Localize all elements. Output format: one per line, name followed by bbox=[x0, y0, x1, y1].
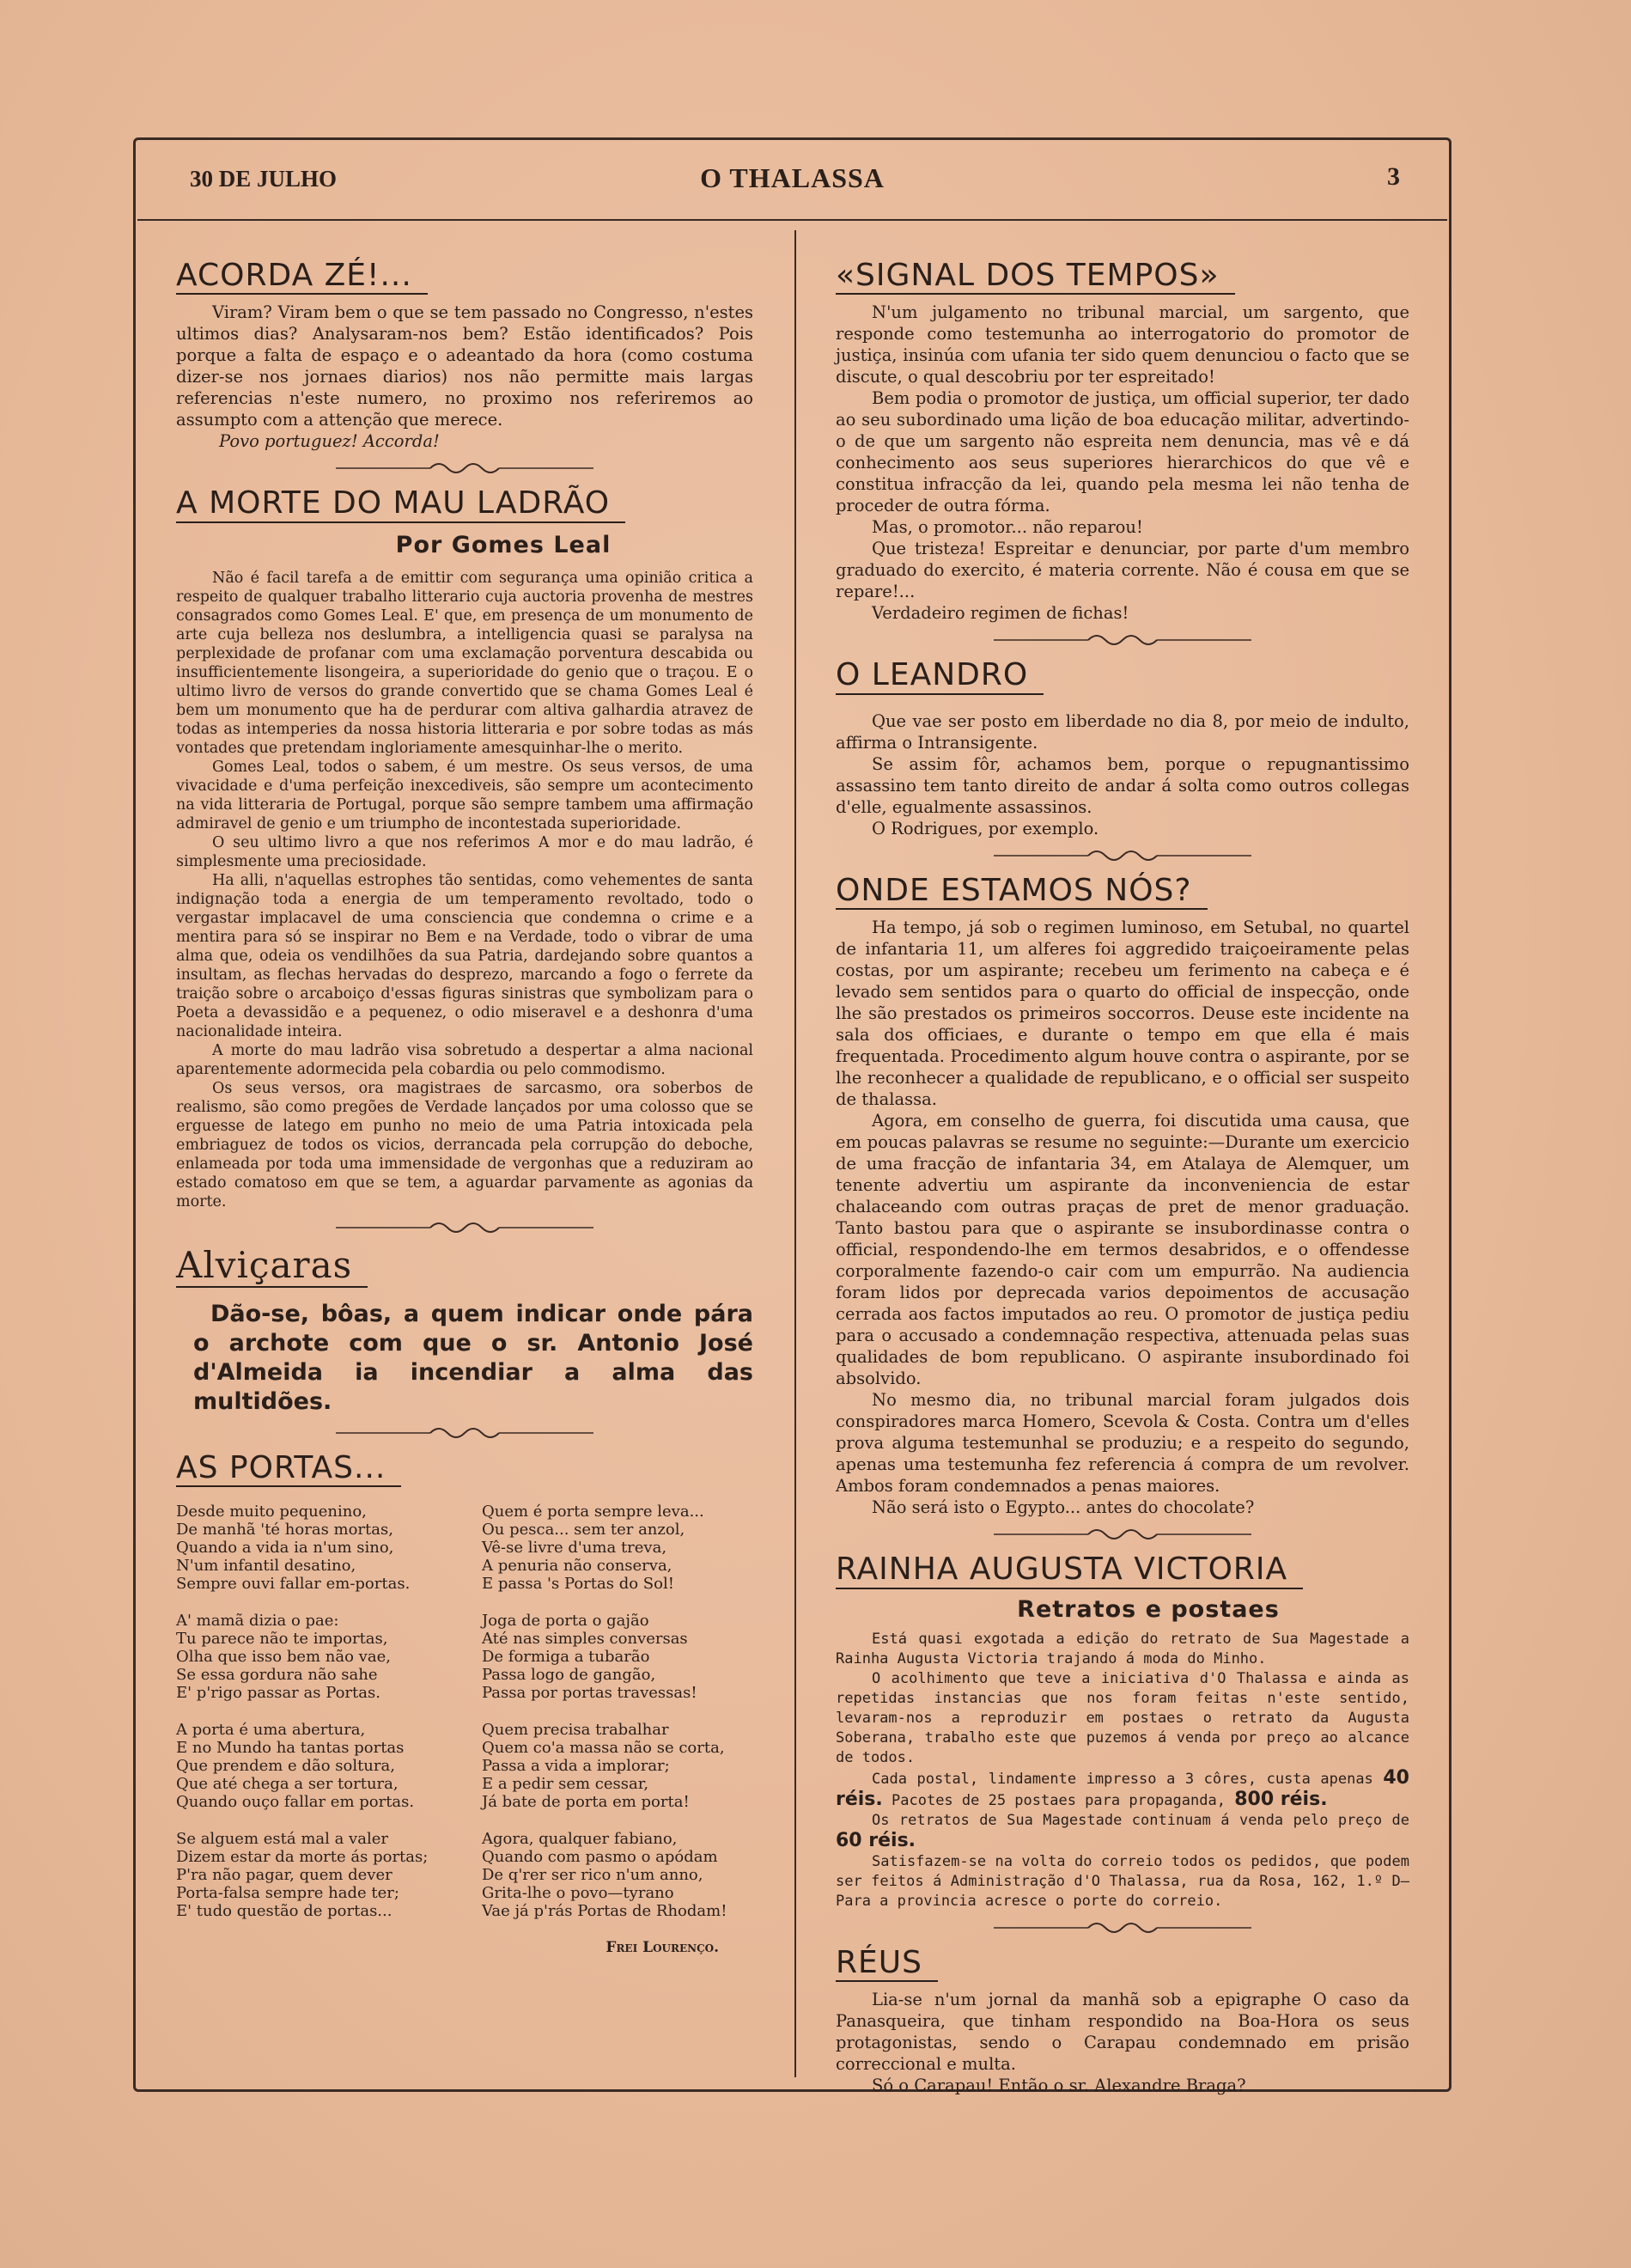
paragraph: Bem podia o promotor de justiça, um official superior, ter dado ao seu subordinado uma lição de boa educação militar, advertindo-o de que um sargento não espreita nem denuncia, mas vê e dá conhecimento aos seus superiores hierarchicos do que vê e constitua infracção da lei, quando pela mesma lei não tenha de proceder de outra fórma. bbox=[836, 388, 1409, 516]
price-portrait: 60 réis. bbox=[836, 1829, 916, 1851]
section-title-onde: ONDE ESTAMOS NÓS? bbox=[836, 873, 1208, 910]
verse-line: Quem precisa trabalhar bbox=[482, 1721, 669, 1740]
paragraph: Está quasi exgotada a edição do retrato de Sua Magestade a Rainha Augusta Victoria trajando á moda do Minho. bbox=[836, 1630, 1409, 1667]
ornament-divider bbox=[176, 1422, 753, 1443]
stanza bbox=[176, 1830, 447, 1920]
verse-line: Porta-falsa sempre hade ter; bbox=[176, 1884, 399, 1903]
verse-line: Quando com pasmo o apódam bbox=[482, 1848, 718, 1867]
verse-line: Até nas simples conversas bbox=[482, 1630, 688, 1649]
verse-line: E' p'rigo passar as Portas. bbox=[176, 1684, 380, 1703]
verse-line: Desde muito pequenino, bbox=[176, 1503, 367, 1521]
paragraph: Os seus versos, ora magistraes de sarcasmo, ora soberbos de realismo, são como pregões de Verdade lançados por uma colosso que se erguesse de latego em punho no meio de uma Patria intoxicada pela embriaguez de todos os vicios, derrancada pela corrupção do deboche, enlameada por toda uma immensidade de vergonhas que a reduziram ao estado comatoso em que se tem, a aguardar parvamente as agonias da morte. bbox=[176, 1079, 753, 1210]
verse-line: E' tudo questão de portas... bbox=[176, 1902, 393, 1921]
verse-line: E a pedir sem cessar, bbox=[482, 1775, 649, 1794]
verse-line: Quem é porta sempre leva... bbox=[482, 1503, 704, 1521]
paragraph: Ha tempo, já sob o regimen luminoso, em Setubal, no quartel de infantaria 11, um alferes foi aggredido traiçoeiramente pelas costas, por um aspirante; recebeu um ferimento na cabeça e é levado sem sentidos para o quarto do official de inspecção, onde lhe são prestados os primeiros soccorros. Deuse este incidente na sala dos officiaes, e durante o tempo em que ella é mais frequentada. Procedimento algum houve contra o aspirante, por se lhe reconhecer a qualidade de republicano, e o official ser suspeito de thalassa. bbox=[836, 918, 1409, 1110]
verse-line: Que prendem e dão soltura, bbox=[176, 1757, 395, 1776]
section-title-acorda: ACORDA ZÉ!... bbox=[176, 258, 428, 295]
stanza bbox=[482, 1503, 753, 1593]
paragraph: Verdadeiro regimen de fichas! bbox=[872, 603, 1129, 624]
section-title-signal: «SIGNAL DOS TEMPOS» bbox=[836, 258, 1235, 295]
paragraph: Não é facil tarefa a de emittir com segurança uma opinião critica a respeito de qualquer trabalho litterario cuja auctoria provenha de mestres consagrados como Gomes Leal. E' que, em presença de um monumento de arte cuja belleza nos deslumbra, a intelligencia quasi se paralysa na perplexidade de profanar com uma exclamação porventura descabida ou insufficientemente lisongeira, a superioridade do genio que o traçou. E o ultimo livro de versos do grande convertido que se chama Gomes Leal é bem um monumento que ha de perdurar com altiva galhardia atravez de todas as intemperies da nossa historia litteraria e por sobre todas as más vontades que pretendam ingloriamente amesquinhar-lhe o merito. bbox=[176, 569, 753, 757]
stanza bbox=[482, 1830, 753, 1920]
stanza bbox=[482, 1721, 753, 1811]
page-number: 3 bbox=[1387, 162, 1400, 191]
paragraph: Mas, o promotor... não reparou! bbox=[872, 517, 1143, 538]
paragraph: Que vae ser posto em liberdade no dia 8, por meio de indulto, affirma o Intransigente. bbox=[836, 710, 1409, 753]
ornament-divider bbox=[836, 629, 1409, 650]
paragraph bbox=[836, 1768, 1409, 1811]
verse-line: Ou pesca... sem ter anzol, bbox=[482, 1521, 685, 1539]
stanza bbox=[176, 1612, 447, 1702]
verse-line: Agora, qualquer fabiano, bbox=[482, 1830, 678, 1849]
price-postal: 40 réis. bbox=[836, 1766, 1409, 1810]
paragraph: Que tristeza! Espreitar e denunciar, por parte d'um membro graduado do exercito, é materia corrente. Não é cousa em que se repare!... bbox=[836, 539, 1409, 602]
stanza bbox=[176, 1721, 447, 1811]
ornament-divider bbox=[836, 844, 1409, 866]
paragraph: Ha alli, n'aquellas estrophes tão sentidas, como vehementes de santa indignação toda a energia de um temperamento revoltado, todo o vergastar implacavel de uma consciencia que condemna o crime e a mentira para só se inspirar no Bem e na Verdade, todo o vibrar de uma alma que, odeia os vendilhões da sua Patria, dardejando sobre quantos a insultam, as flechas hervadas do desprezo, marcando a fogo o ferrete da traição sobre o arcaboiço d'essas figuras sinistras que symbolizam para o Poeta a devassidão e a pequenez, o odio miseravel e a deshonra d'uma nacionalidade inteira. bbox=[176, 871, 753, 1040]
paragraph: Não será isto o Egypto... antes do chocolate? bbox=[872, 1497, 1255, 1518]
paragraph: Satisfazem-se na volta do correio todos os pedidos, que podem ser feitos á Administração d'O Thalassa, rua da Rosa, 162, 1.º D—Para a provincia acresce o porte do correio. bbox=[836, 1852, 1409, 1910]
verse-line: Tu parece não te importas, bbox=[176, 1630, 388, 1649]
paragraph: N'um julgamento no tribunal marcial, um sargento, que responde como testemunha ao interrogatorio do promotor de justiça, insinúa com ufania ter sido quem denunciou o facto que se discute, o qual descobriu por ter espreitado! bbox=[836, 302, 1409, 387]
verse-line: Se essa gordura não sahe bbox=[176, 1666, 378, 1685]
verse-line: E no Mundo ha tantas portas bbox=[176, 1739, 405, 1758]
poem-signature: Frei Lourenço. bbox=[606, 1939, 719, 1957]
verse-line: Se alguem está mal a valer bbox=[176, 1830, 388, 1849]
portrait-price-text: Os retratos de Sua Magestade continuam á venda pelo preço de bbox=[872, 1811, 1409, 1829]
paragraph: O seu ultimo livro a que nos referimos A mor e do mau ladrão, é simplesmente uma preciosidade. bbox=[176, 833, 753, 870]
poem-column-1 bbox=[176, 1503, 447, 1956]
verse-line: A porta é uma abertura, bbox=[176, 1721, 366, 1740]
pack-price-text: Pacotes de 25 postaes para propaganda, bbox=[892, 1791, 1226, 1809]
issue-date: 30 DE JULHO bbox=[190, 166, 338, 192]
verse-line: A penuria não conserva, bbox=[482, 1557, 672, 1576]
paragraph: O Rodrigues, por exemplo. bbox=[872, 818, 1099, 838]
paragraph: No mesmo dia, no tribunal marcial foram julgados dois conspiradores marca Homero, Scevola & Costa. Contra um d'elles prova alguma testemunhal se produziu; e a respeito do segundo, apenas uma testemunha fez referencia á compra de um revolver. Ambos foram condemnados a penas maiores. bbox=[836, 1390, 1409, 1497]
section-title-portas: AS PORTAS... bbox=[176, 1450, 401, 1487]
poem-column-2 bbox=[482, 1503, 753, 1956]
verse-line: Passa por portas travessas! bbox=[482, 1684, 697, 1703]
masthead bbox=[133, 150, 1451, 210]
paragraph: A morte do mau ladrão visa sobretudo a despertar a alma nacional aparentemente adormecida pela cobardia ou pelo commodismo. bbox=[176, 1041, 753, 1078]
verse-line: P'ra não pagar, quem dever bbox=[176, 1866, 393, 1885]
alvicaras-notice: Dão-se, bôas, a quem indicar onde pára o archote com que o sr. Antonio José d'Almeida ia incendiar a alma das multidões. bbox=[193, 1301, 753, 1416]
paragraph: Lia-se n'um jornal da manhã sob a epigraphe O caso da Panasqueira, que tinham respondido na Boa-Hora os seus protagonistas, sendo o Carapau condemnado em prisão correccional e multa. bbox=[836, 1989, 1409, 2074]
section-title-rainha: RAINHA AUGUSTA VICTORIA bbox=[836, 1552, 1303, 1588]
ornament-divider bbox=[176, 1216, 753, 1238]
verse-line: De formiga a tubarão bbox=[482, 1648, 650, 1667]
verse-line: De manhã 'té horas mortas, bbox=[176, 1521, 393, 1539]
paragraph: O acolhimento que teve a iniciativa d'O Thalassa e ainda as repetidas instancias que nos foram feitas n'este sentido, levaram-nos a reproduzir em postaes o retrato da Augusta Soberana, trabalho este que puzemos á venda por preço ao alcance de todos. bbox=[836, 1669, 1409, 1766]
verse-line: De q'rer ser rico n'um anno, bbox=[482, 1866, 703, 1885]
ornament-divider bbox=[836, 1917, 1409, 1938]
verse-line: Já bate de porta em porta! bbox=[482, 1793, 690, 1812]
left-column bbox=[176, 258, 753, 1956]
paragraph: Agora, em conselho de guerra, foi discutida uma causa, que em poucas palavras se resume no seguinte:—Durante um exercicio de uma fracção de infantaria 34, em Atalaya de Alemquer, um tenente advertiu um aspirante da inconveniencia de estar chalaceando com outras praças de pret de menor graduação. Tanto bastou para que o aspirante se insubordinasse contra o official, respondendo-lhe em termos desabridos, e o offendesse corporalmente fazendo-o cair com um empurrão. Na audiencia foram lidos por deprecada varios depoimentos de accusação cerrada aos factos imputados ao reu. O promotor de justiça pediu para o accusado a condemnação respectiva, attenuada pelas suas qualidades de bom republicano. O aspirante insubordinado foi absolvido. bbox=[836, 1111, 1409, 1389]
verse-line: Vê-se livre d'uma treva, bbox=[482, 1539, 667, 1558]
postal-price-text: Cada postal, lindamente impresso a 3 côres, custa apenas bbox=[872, 1770, 1373, 1788]
ornament-divider bbox=[836, 1523, 1409, 1545]
rainha-subtitle: Retratos e postaes bbox=[1017, 1595, 1280, 1623]
acorda-sign: Povo portuguez! Accorda! bbox=[219, 431, 440, 452]
section-title-morte: A MORTE DO MAU LADRÃO bbox=[176, 485, 625, 522]
verse-line: A' mamã dizia o pae: bbox=[176, 1612, 339, 1631]
right-column bbox=[836, 258, 1409, 2096]
column-divider bbox=[794, 230, 796, 2077]
acorda-body: Viram? Viram bem o que se tem passado no Congresso, n'estes ultimos dias? Analysaram-nos bem? Estão identificados? Pois porque a falta de espaço e o adeantado da hora (como costuma dizer-se nos jornaes diarios) nos não permitte mais largas referencias n'este numero, no proximo nos referiremos ao assumpto com a attenção que merece. bbox=[176, 302, 753, 430]
verse-line: Grita-lhe o povo—tyrano bbox=[482, 1884, 674, 1903]
newspaper-title: O THALASSA bbox=[700, 162, 885, 193]
paragraph: Gomes Leal, todos o sabem, é um mestre. Os seus versos, de uma vivacidade e d'uma perfeição inexcediveis, são sempre um acontecimento na vida litteraria de Portugal, porque são sempre tambem uma affirmação admiravel de genio e um triumpho de incontestada superioridade. bbox=[176, 758, 753, 832]
verse-line: Joga de porta o gajão bbox=[482, 1612, 649, 1631]
stanza bbox=[176, 1503, 447, 1593]
section-title-alvicaras: Alviçaras bbox=[176, 1245, 368, 1288]
verse-line: Quando ouço fallar em portas. bbox=[176, 1793, 415, 1812]
verse-line: Quando a vida ia n'um sino, bbox=[176, 1539, 394, 1558]
stanza bbox=[482, 1612, 753, 1702]
verse-line: Passa logo de gangão, bbox=[482, 1666, 656, 1685]
verse-line: N'um infantil desatino, bbox=[176, 1557, 356, 1576]
promo-block bbox=[836, 1630, 1409, 1911]
ornament-divider bbox=[176, 457, 753, 479]
paragraph bbox=[836, 1811, 1409, 1852]
verse-line: Dizem estar da morte ás portas; bbox=[176, 1848, 429, 1867]
verse-line: Olha que isso bem não vae, bbox=[176, 1648, 391, 1667]
verse-line: Passa a vida a implorar; bbox=[482, 1757, 670, 1776]
verse-line: Que até chega a ser tortura, bbox=[176, 1775, 399, 1794]
verse-line: E passa 's Portas do Sol! bbox=[482, 1575, 674, 1594]
verse-line: Quem co'a massa não se corta, bbox=[482, 1739, 725, 1758]
paragraph: Se assim fôr, achamos bem, porque o repugnantissimo assassino tem tanto direito de andar á solta como outros collegas d'elle, egualmente assassinos. bbox=[836, 753, 1409, 817]
header-rule bbox=[137, 219, 1447, 221]
verse-line: Vae já p'rás Portas de Rhodam! bbox=[482, 1902, 727, 1921]
section-title-reus: RÉUS bbox=[836, 1945, 938, 1982]
poem bbox=[176, 1503, 753, 1956]
price-pack: 800 réis. bbox=[1234, 1788, 1328, 1810]
section-title-leandro: O LEANDRO bbox=[836, 657, 1044, 694]
verse-line: Sempre ouvi fallar em-portas. bbox=[176, 1575, 411, 1594]
byline: Por Gomes Leal bbox=[395, 531, 612, 558]
paragraph: Só o Carapau! Então o sr. Alexandre Braga? bbox=[872, 2075, 1246, 2095]
